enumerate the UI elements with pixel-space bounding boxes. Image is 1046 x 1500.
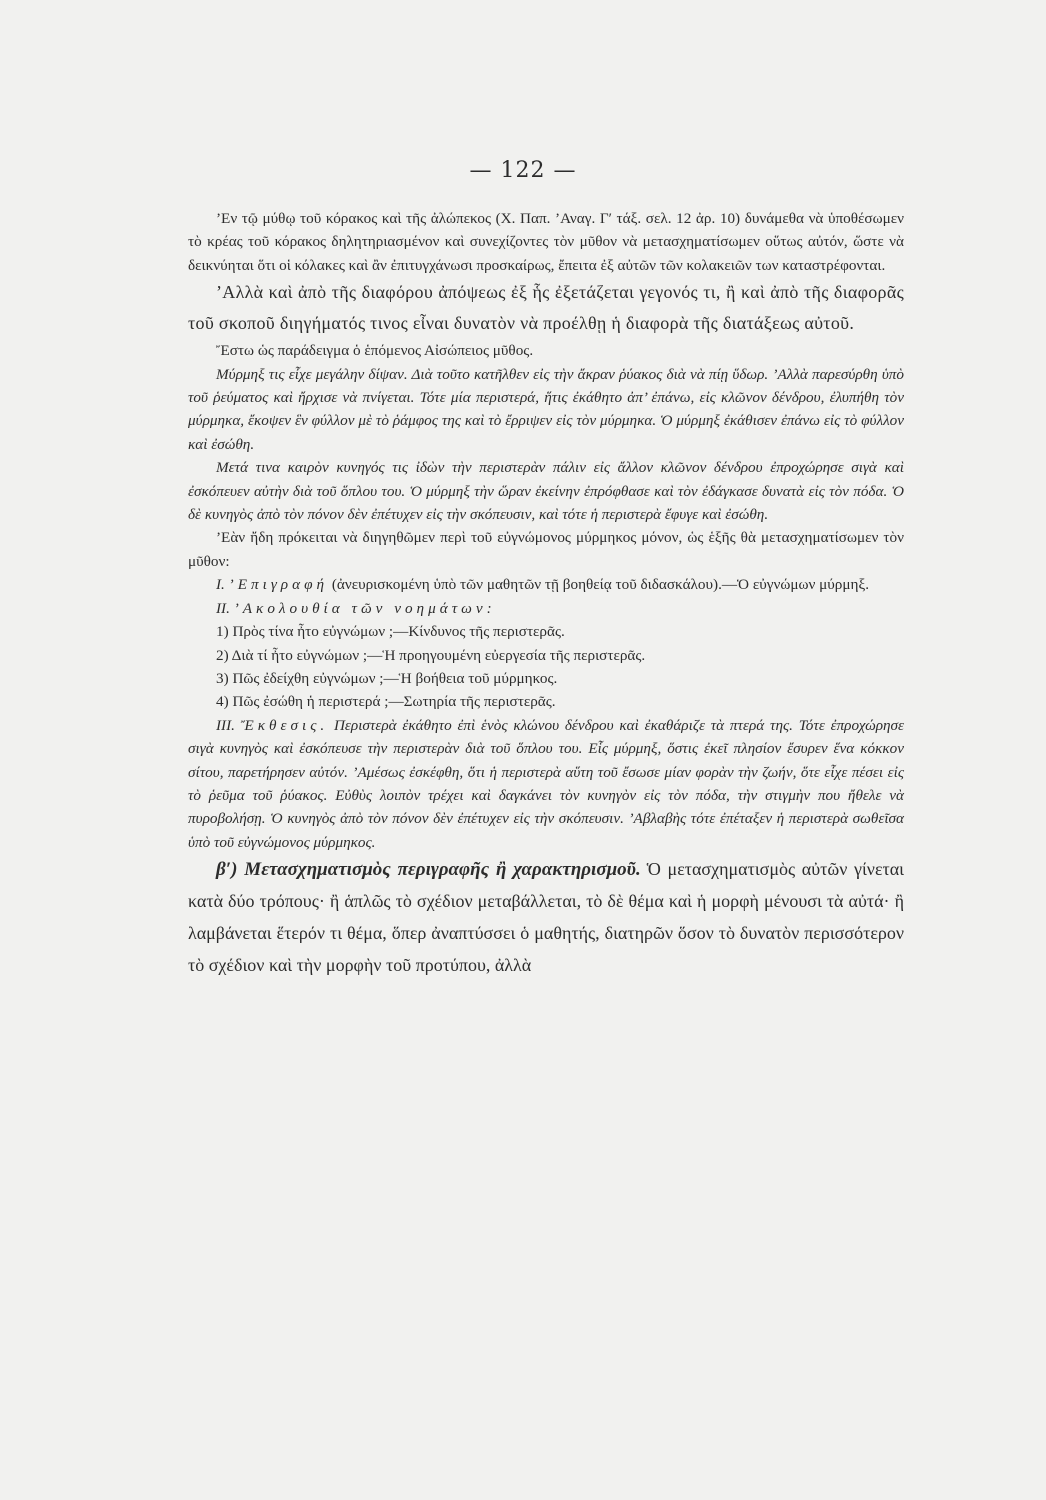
question-line: 4) Πῶς ἐσώθη ἡ περιστερά ;—Σωτηρία τῆς περιστερᾶς. — [216, 693, 556, 711]
outline-text: Περιστερὰ ἐκάθητο ἐπὶ ἑνὸς κλώνου δένδρου καὶ ἐκαθάριζε τὰ πτερά της. Τότε ἐπροχώρησε σιγὰ κυνηγὸς καὶ ἐσκόπευσε τὴν περιστερὰν διὰ τοῦ ὅπλου του. Εἷς μύρμηξ, ὅστις ἐκεῖ πλησίον ἔσυρεν ἕνα κόκκον σίτου, παρετήρησεν αὐτόν. ’Αμέσως ἐσκέφθη, ὅτι ἡ περιστερὰ αὕτη τοῦ ἔσωσε μίαν φορὰν τὴν ζωήν, ὅτε εἶχε πέσει εἰς τὸ ῥεῦμα τοῦ ῥύακος. Εὐθὺς λοιπὸν τρέχει καὶ δαγκάνει τὸν κυνηγὸν εἰς τὸν πόδα, τὴν στιγμὴν που ἤθελε νὰ πυροβολήσῃ. Ὁ κυνηγὸς ἀπὸ τὸν πόνον δὲν ἐπέτυχεν εἰς τὴν σκόπευσιν. ’Αβλαβὴς τότε ἐπέταξεν ἡ περιστερὰ σωθεῖσα ὑπὸ τοῦ εὐγνώμονος μύρμηκος. — [188, 716, 905, 851]
page-number: — 122 — — [469, 158, 577, 183]
outline-key: ’Ακολουθία τῶν νοημάτων: — [233, 599, 496, 617]
paragraph-transform: ’Εὰν ἤδη πρόκειται νὰ διηγηθῶμεν περὶ τοῦ εὐγνώμονος μύρμηκος μόνον, ὡς ἑξῆς θὰ μετασχηματίσωμεν τὸν μῦθον: — [188, 529, 904, 570]
outline-item-sequence — [188, 597, 904, 620]
outline-label: III. — [216, 716, 235, 734]
paragraph-example: Ἔστω ὡς παράδειγμα ὁ ἑπόμενος Αἰσώπειος μῦθος. — [216, 342, 534, 360]
question-line: 1) Πρὸς τίνα ἦτο εὐγνώμων ;—Κίνδυνος τῆς περιστερᾶς. — [216, 623, 565, 641]
question-line: 2) Διὰ τί ἦτο εὐγνώμων ;—Ἡ προηγουμένη εὐεργεσία τῆς περιστερᾶς. — [216, 646, 646, 664]
paragraph-intro: ’Εν τῷ μύθῳ τοῦ κόρακος καὶ τῆς ἀλώπεκος (Χ. Παπ. ’Αναγ. Γ′ τάξ. σελ. 12 ἀρ. 10) δυνάμεθα νὰ ὑποθέσωμεν τὸ κρέας τοῦ κόρακος δηλητηριασμένον καὶ συνεχίζοντες τὸν μῦθον νὰ μετασχηματίσωμεν οὕτως αὐτόν, ὥστε νὰ δεικνύηται ὅτι οἱ κόλακες καὶ ἂν ἐπιτυγχάνωσι προσκαίρως, ἔπειτα ἐξ αὐτῶν τῶν κολακειῶν των καταστρέφονται. — [188, 210, 904, 274]
question-line: 3) Πῶς ἐδείχθη εὐγνώμων ;—Ἡ βοήθεια τοῦ μύρμηκος. — [216, 669, 558, 687]
outline-item-exposition — [188, 714, 904, 854]
outline-item-title — [188, 573, 904, 596]
paragraph-viewpoint: ’Αλλὰ καὶ ἀπὸ τῆς διαφόρου ἀπόψεως ἐξ ἧς ἐξετάζεται γεγονός τι, ἢ καὶ ἀπὸ τῆς διαφορᾶς τοῦ σκοποῦ διηγήματός τινος εἶναι δυνατὸν νὰ προέλθῃ ἡ διαφορὰ τῆς διατάξεως αὐτοῦ. — [188, 282, 904, 334]
outline-key: Ἔκθεσις. — [240, 716, 329, 734]
outline-key: ’Επιγραφή — [228, 576, 329, 594]
page-body — [188, 207, 904, 982]
section-b — [188, 854, 904, 982]
fable-part-2: Μετά τινα καιρὸν κυνηγός τις ἰδὼν τὴν περιστερὰν πάλιν εἰς ἄλλον κλῶνον δένδρου ἐπροχώρησε σιγὰ καὶ ἐσκόπευεν αὐτὴν διὰ τοῦ ὅπλου του. Ὁ μύρμηξ τὴν ὥραν ἐκείνην ἐπρόφθασε καὶ τὸν ἐδάγκασε δυνατὰ εἰς τὸν πόδα. Ὁ δὲ κυνηγὸς ἀπὸ τὸν πόνον δὲν ἐπέτυχεν εἰς τὴν σκόπευσιν, καὶ τότε ἡ περιστερὰ ἔφυγε καὶ ἐσώθη. — [188, 459, 904, 524]
fable-part-1: Μύρμηξ τις εἶχε μεγάλην δίψαν. Διὰ τοῦτο κατῆλθεν εἰς τὴν ἄκραν ῥύακος διὰ νὰ πίῃ ὕδωρ. ’Αλλὰ παρεσύρθη ὑπὸ τοῦ ῥεύματος καὶ ἤρχισε νὰ πνίγεται. Τότε μία περιστερά, ἥτις ἐκάθητο ἀπ’ ἐπάνω, εἰς κλῶνον δένδρου, ἐλυπήθη τὸν μύρμηκα, ἔκοψεν ἓν φύλλον μὲ τὸ ῥάμφος της καὶ τὸ ἔρριψεν εἰς τὸν μύρμηκα. Ὁ μύρμηξ ἐκάθισεν ἐπάνω εἰς τὸ φύλλον καὶ ἐσώθη. — [188, 365, 904, 453]
outline-text: (ἀνευρισκομένη ὑπὸ τῶν μαθητῶν τῇ βοηθείᾳ τοῦ διδασκάλου).—Ὁ εὐγνώμων μύρμηξ. — [331, 576, 870, 594]
section-text: Ὁ μετασχηματισμὸς αὐτῶν γίνεται κατὰ δύο τρόπους· ἢ ἁπλῶς τὸ σχέδιον μεταβάλλεται, τὸ δὲ θέμα καὶ ἡ μορφὴ μένουσι τὰ αὐτά· ἢ λαμβάνεται ἕτερόν τι θέμα, ὅπερ ἀναπτύσσει ὁ μαθητής, διατηρῶν ὅσον τὸ δυνατὸν περισσότερον τὸ σχέδιον καὶ τὴν μορφὴν τοῦ προτύπου, ἀλλὰ — [188, 859, 905, 976]
section-heading: β′) Μετασχηματισμὸς περιγραφῆς ἢ χαρακτηρισμοῦ. — [216, 859, 641, 881]
outline-label: II. — [216, 599, 230, 617]
outline-label: I. — [216, 576, 225, 594]
